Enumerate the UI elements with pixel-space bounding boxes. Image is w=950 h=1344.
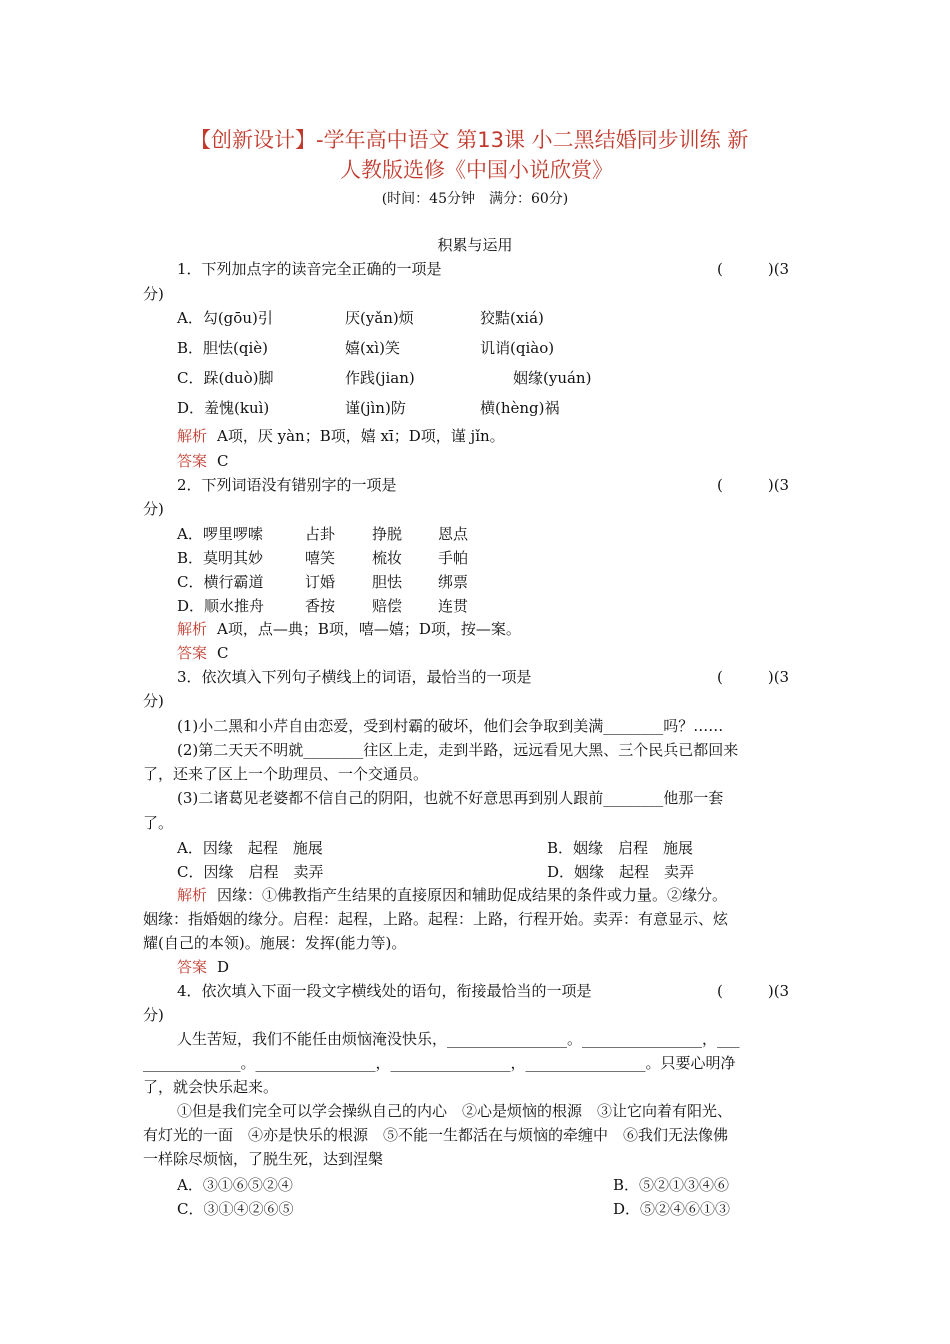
q4-sentences-2: 有灯光的一面 ④亦是快乐的根源 ⑤不能一生都活在与烦恼的牵缠中 ⑥我们无法像佛 <box>143 1126 729 1144</box>
q2-option-a-4: 恩点 <box>438 525 469 543</box>
analysis-label: 解析 <box>177 886 208 904</box>
q4-option-a: A．③①⑥⑤②④ <box>177 1176 293 1194</box>
q2-answer-text: C <box>217 644 229 662</box>
q2-option-d-4: 连贯 <box>438 597 469 615</box>
q2-option-c-3: 胆怯 <box>372 573 403 591</box>
q4-sentences-1: ①但是我们完全可以学会操纵自己的内心 ②心是烦恼的根源 ③让它向着有阳光、 <box>177 1102 733 1120</box>
q1-answer <box>177 451 229 471</box>
q4-option-b: B．⑤②①③④⑥ <box>613 1176 730 1194</box>
q1-option-a-1: A．勾(gōu)引 <box>177 309 273 327</box>
section-heading: 积累与运用 <box>437 236 513 254</box>
q3-option-b: B．姻缘 启程 施展 <box>547 839 694 857</box>
q1-option-b-1: B．胆怯(qiè) <box>177 339 269 357</box>
q3-analysis-text-3: 耀(自己的本领)。施展：发挥(能力等)。 <box>143 934 407 952</box>
q2-option-d-3: 赔偿 <box>372 597 403 615</box>
q3-paren-cont: 分) <box>143 692 164 710</box>
analysis-label: 解析 <box>177 427 208 445</box>
q1-option-c-2: 作践(jian) <box>345 369 415 387</box>
q2-option-c-1: C．横行霸道 <box>177 573 264 591</box>
q4-sentences-3: 一样除尽烦恼，了脱生死，达到涅槃 <box>143 1150 384 1168</box>
q3-answer <box>177 957 229 977</box>
q4-option-c: C．③①④②⑥⑤ <box>177 1200 294 1218</box>
q1-option-a-3: 狡黠(xiá) <box>480 309 544 327</box>
q4-passage-1: 人生苦短，我们不能任由烦恼淹没快乐，________________。________________，___ <box>177 1030 740 1048</box>
document-title-line1: 【创新设计】-学年高中语文 第13课 小二黑结婚同步训练 新 <box>190 128 749 152</box>
q1-analysis-text: A项，厌 yàn；B项，嬉 xī；D项，谨 jǐn。 <box>217 427 505 445</box>
q2-option-b-2: 嘻笑 <box>305 549 336 567</box>
q2-option-a-1: A．啰里啰嗦 <box>177 525 263 543</box>
answer-label: 答案 <box>177 958 208 976</box>
q4-passage-2: _____________。________________，________________，________________。只要心明净 <box>143 1054 736 1072</box>
q1-option-a-2: 厌(yǎn)烦 <box>345 309 414 327</box>
q1-option-d-1: D．羞愧(kuì) <box>177 399 270 417</box>
q4-stem: 4．依次填入下面一段文字横线处的语句，衔接最恰当的一项是 <box>177 982 592 1000</box>
q3-option-c: C．因缘 启程 卖弄 <box>177 863 324 881</box>
q2-option-a-2: 占卦 <box>305 525 336 543</box>
q2-paren-cont: 分) <box>143 500 164 518</box>
q3-sentence-2a: (2)第二天天不明就________往区上走，走到半路，远远看见大黑、三个民兵已都回来 <box>177 741 739 759</box>
q2-option-b-1: B．莫明其妙 <box>177 549 264 567</box>
q3-analysis-text-1: 因缘：①佛教指产生结果的直接原因和辅助促成结果的条件或力量。②缘分。 <box>217 886 728 904</box>
q3-option-a: A．因缘 起程 施展 <box>177 839 323 857</box>
time-score-info: (时间：45分钟 满分：60分) <box>381 191 569 207</box>
q4-option-d: D．⑤②④⑥①③ <box>613 1200 731 1218</box>
q3-analysis-text-2: 姻缘：指婚姻的缘分。启程：起程，上路。起程：上路，行程开始。卖弄：有意显示、炫 <box>143 910 729 928</box>
q1-option-c-1: C．跺(duò)脚 <box>177 369 274 387</box>
q4-passage-3: 了，就会快乐起来。 <box>143 1078 279 1096</box>
q1-stem: 1．下列加点字的读音完全正确的一项是 <box>177 260 442 278</box>
q1-option-d-3: 横(hèng)祸 <box>480 399 560 417</box>
q1-answer-text: C <box>217 452 229 470</box>
q2-stem: 2．下列词语没有错别字的一项是 <box>177 476 397 494</box>
answer-label: 答案 <box>177 644 208 662</box>
q3-option-d: D．姻缘 起程 卖弄 <box>547 863 695 881</box>
q1-option-b-2: 嬉(xì)笑 <box>345 339 400 357</box>
q2-option-c-2: 订婚 <box>305 573 336 591</box>
q1-analysis <box>177 426 505 446</box>
q2-option-c-4: 绑票 <box>438 573 469 591</box>
q1-option-c-3: 姻缘(yuán) <box>513 369 592 387</box>
q2-answer <box>177 643 229 663</box>
q2-option-b-3: 梳妆 <box>372 549 403 567</box>
q1-option-d-2: 谨(jìn)防 <box>345 399 406 417</box>
q1-paren: ( )(3 <box>717 260 790 278</box>
q2-option-b-4: 手帕 <box>438 549 469 567</box>
q3-sentence-3a: (3)二诸葛见老婆都不信自己的阴阳，也就不好意思再到别人跟前________他那一套 <box>177 789 724 807</box>
document-title-line2: 人教版选修《中国小说欣赏》 <box>340 158 613 182</box>
q1-option-b-3: 讥诮(qiào) <box>480 339 555 357</box>
q3-sentence-2b: 了，还来了区上一个助理员、一个交通员。 <box>143 765 429 783</box>
q2-option-d-1: D．顺水推舟 <box>177 597 265 615</box>
answer-label: 答案 <box>177 452 208 470</box>
q3-sentence-1: (1)小二黑和小芹自由恋爱，受到村霸的破坏，他们会争取到美满________吗？…… <box>177 717 724 735</box>
q3-answer-text: D <box>217 958 230 976</box>
q3-stem: 3．依次填入下列句子横线上的词语，最恰当的一项是 <box>177 668 532 686</box>
q4-paren: ( )(3 <box>717 982 790 1000</box>
q2-option-d-2: 香按 <box>305 597 336 615</box>
q3-sentence-3b: 了。 <box>143 814 174 832</box>
q2-analysis <box>177 619 521 639</box>
analysis-label: 解析 <box>177 620 208 638</box>
q2-paren: ( )(3 <box>717 476 790 494</box>
q1-paren-cont: 分) <box>143 285 164 303</box>
q2-option-a-3: 挣脱 <box>372 525 403 543</box>
q3-paren: ( )(3 <box>717 668 790 686</box>
q3-analysis <box>177 885 727 905</box>
q2-analysis-text: A项，点—典；B项，嘻—嬉；D项，按—案。 <box>217 620 521 638</box>
q4-paren-cont: 分) <box>143 1006 164 1024</box>
